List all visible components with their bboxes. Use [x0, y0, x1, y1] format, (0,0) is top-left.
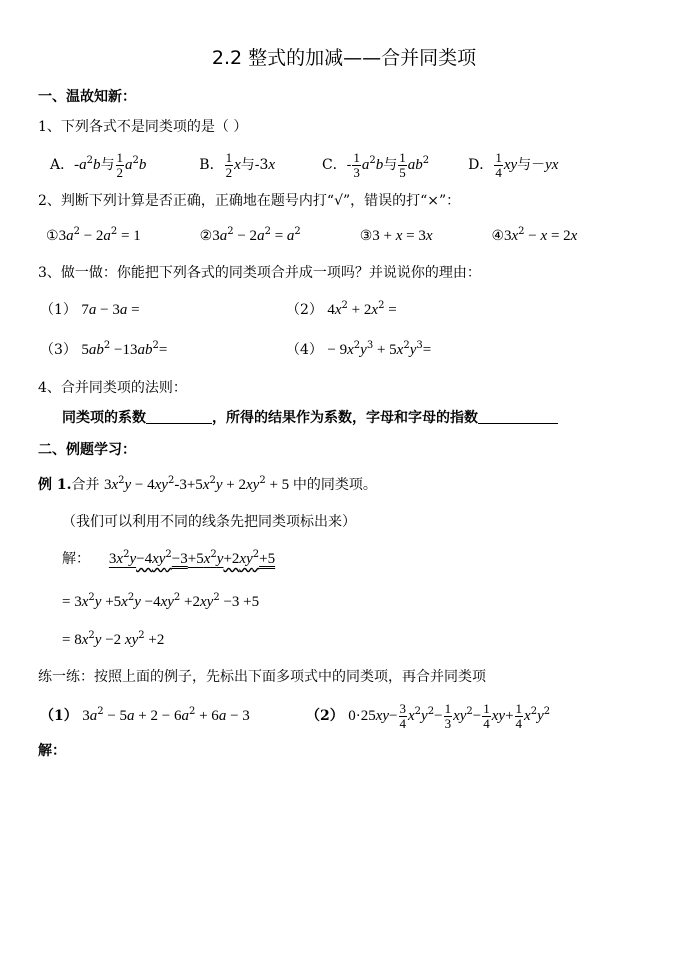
section-heading-examples: 二、例题学习：	[38, 442, 136, 458]
fraction: $\frac{1}{2}$	[116, 149, 123, 180]
option-c[interactable]: C．- $\frac{1}{3}$ $a^2b$与 $\frac{1}{5}$ $ab^2$	[321, 149, 430, 180]
practice-part-2[interactable]: （2） 0·25xy− $\frac{3}{4}$ $x^2y^2-$ $\frac{1}{3}$ $xy^2-$ $\frac{1}{4}$ xy+ $\frac{1}{4}$ $x^2y^2$	[306, 700, 551, 731]
question-1: 1、下列各式不是同类项的是（ ）	[38, 119, 248, 135]
page-title: 2.2 整式的加减——合并同类项	[211, 47, 477, 69]
judge-item-3[interactable]: ③3 + x = 3x	[359, 228, 433, 244]
question-3-part-3[interactable]: （3） $5ab^2 -13ab^2=$	[40, 340, 168, 358]
blank-1[interactable]	[146, 409, 212, 424]
blank-2[interactable]	[478, 409, 558, 424]
fraction: $\frac{1}{3}$	[353, 149, 360, 180]
fraction: $\frac{1}{2}$	[225, 149, 233, 180]
question-3-part-1[interactable]: （1） 7a − 3a =	[40, 302, 140, 318]
section-heading-review: 一、温故知新：	[38, 89, 136, 105]
fraction: $\frac{1}{3}$	[444, 700, 452, 731]
fraction: $\frac{1}{4}$	[495, 149, 502, 180]
question-3: 3、做一做：你能把下列各式的同类项合并成一项吗？并说说你的理由：	[38, 265, 481, 281]
judge-item-4[interactable]: $④3x^2 - x = 2x$	[491, 226, 578, 244]
question-1-options	[50, 149, 558, 181]
practice-part-1[interactable]: （1） $3a^2 - 5a + 2 - 6a^2 + 6a - 3$	[40, 706, 250, 724]
example-solution-line-2: = $3x^2y +5x^2y -4xy^2 +2xy^2 -3 +5$	[62, 592, 260, 610]
judge-item-1[interactable]: $①3a^2 - 2a^2 = 1$	[46, 226, 141, 244]
question-3-part-2[interactable]: （2） $4x^2 + 2x^2$ =	[286, 300, 397, 318]
question-2-items	[46, 226, 577, 246]
option-a[interactable]: A．$-a^2b$与 $\frac{1}{2}$ $a^2b$	[50, 149, 147, 180]
fraction: $\frac{1}{5}$	[399, 149, 406, 180]
example-hint: （我们可以利用不同的线条先把同类项标出来）	[62, 514, 356, 530]
judge-item-2[interactable]: $②3a^2 - 2a^2 = a^2$	[199, 226, 301, 244]
question-4: 4、合并同类项的法则：	[38, 380, 187, 396]
fraction: $\frac{1}{4}$	[515, 700, 523, 731]
example-solution-line-1: 解： $3x^2y-4xy^2-3+5x^2y+2xy^2+5$	[62, 549, 276, 567]
practice-solution-label: 解：	[38, 743, 66, 759]
fraction: $\frac{1}{4}$	[483, 700, 490, 731]
option-d[interactable]: D． $\frac{1}{4}$ xy与－yx	[468, 149, 559, 180]
practice-instructions: 练一练：按照上面的例子，先标出下面多项式中的同类项，再合并同类项	[38, 669, 486, 685]
question-2: 2、判断下列计算是否正确，正确地在题号内打“√”，错误的打“×”：	[38, 193, 461, 209]
option-b[interactable]: B． $\frac{1}{2}$ x与-3x	[199, 149, 276, 180]
fraction: $\frac{3}{4}$	[399, 700, 406, 731]
merge-rule: 同类项的系数 ，所得的结果作为系数，字母和字母的指数	[62, 408, 558, 428]
example-1: 例 1.合并 $3x^2y - 4xy^2-3+5x^2y + 2xy^2 + 5$ 中的同类项。	[38, 475, 377, 493]
example-solution-line-3: = $8x^2y -2$ $xy^2 +2$	[62, 630, 165, 648]
question-3-part-4[interactable]: $(4) - 9x^2y^3 + 5x^2y^3=$	[286, 340, 432, 358]
